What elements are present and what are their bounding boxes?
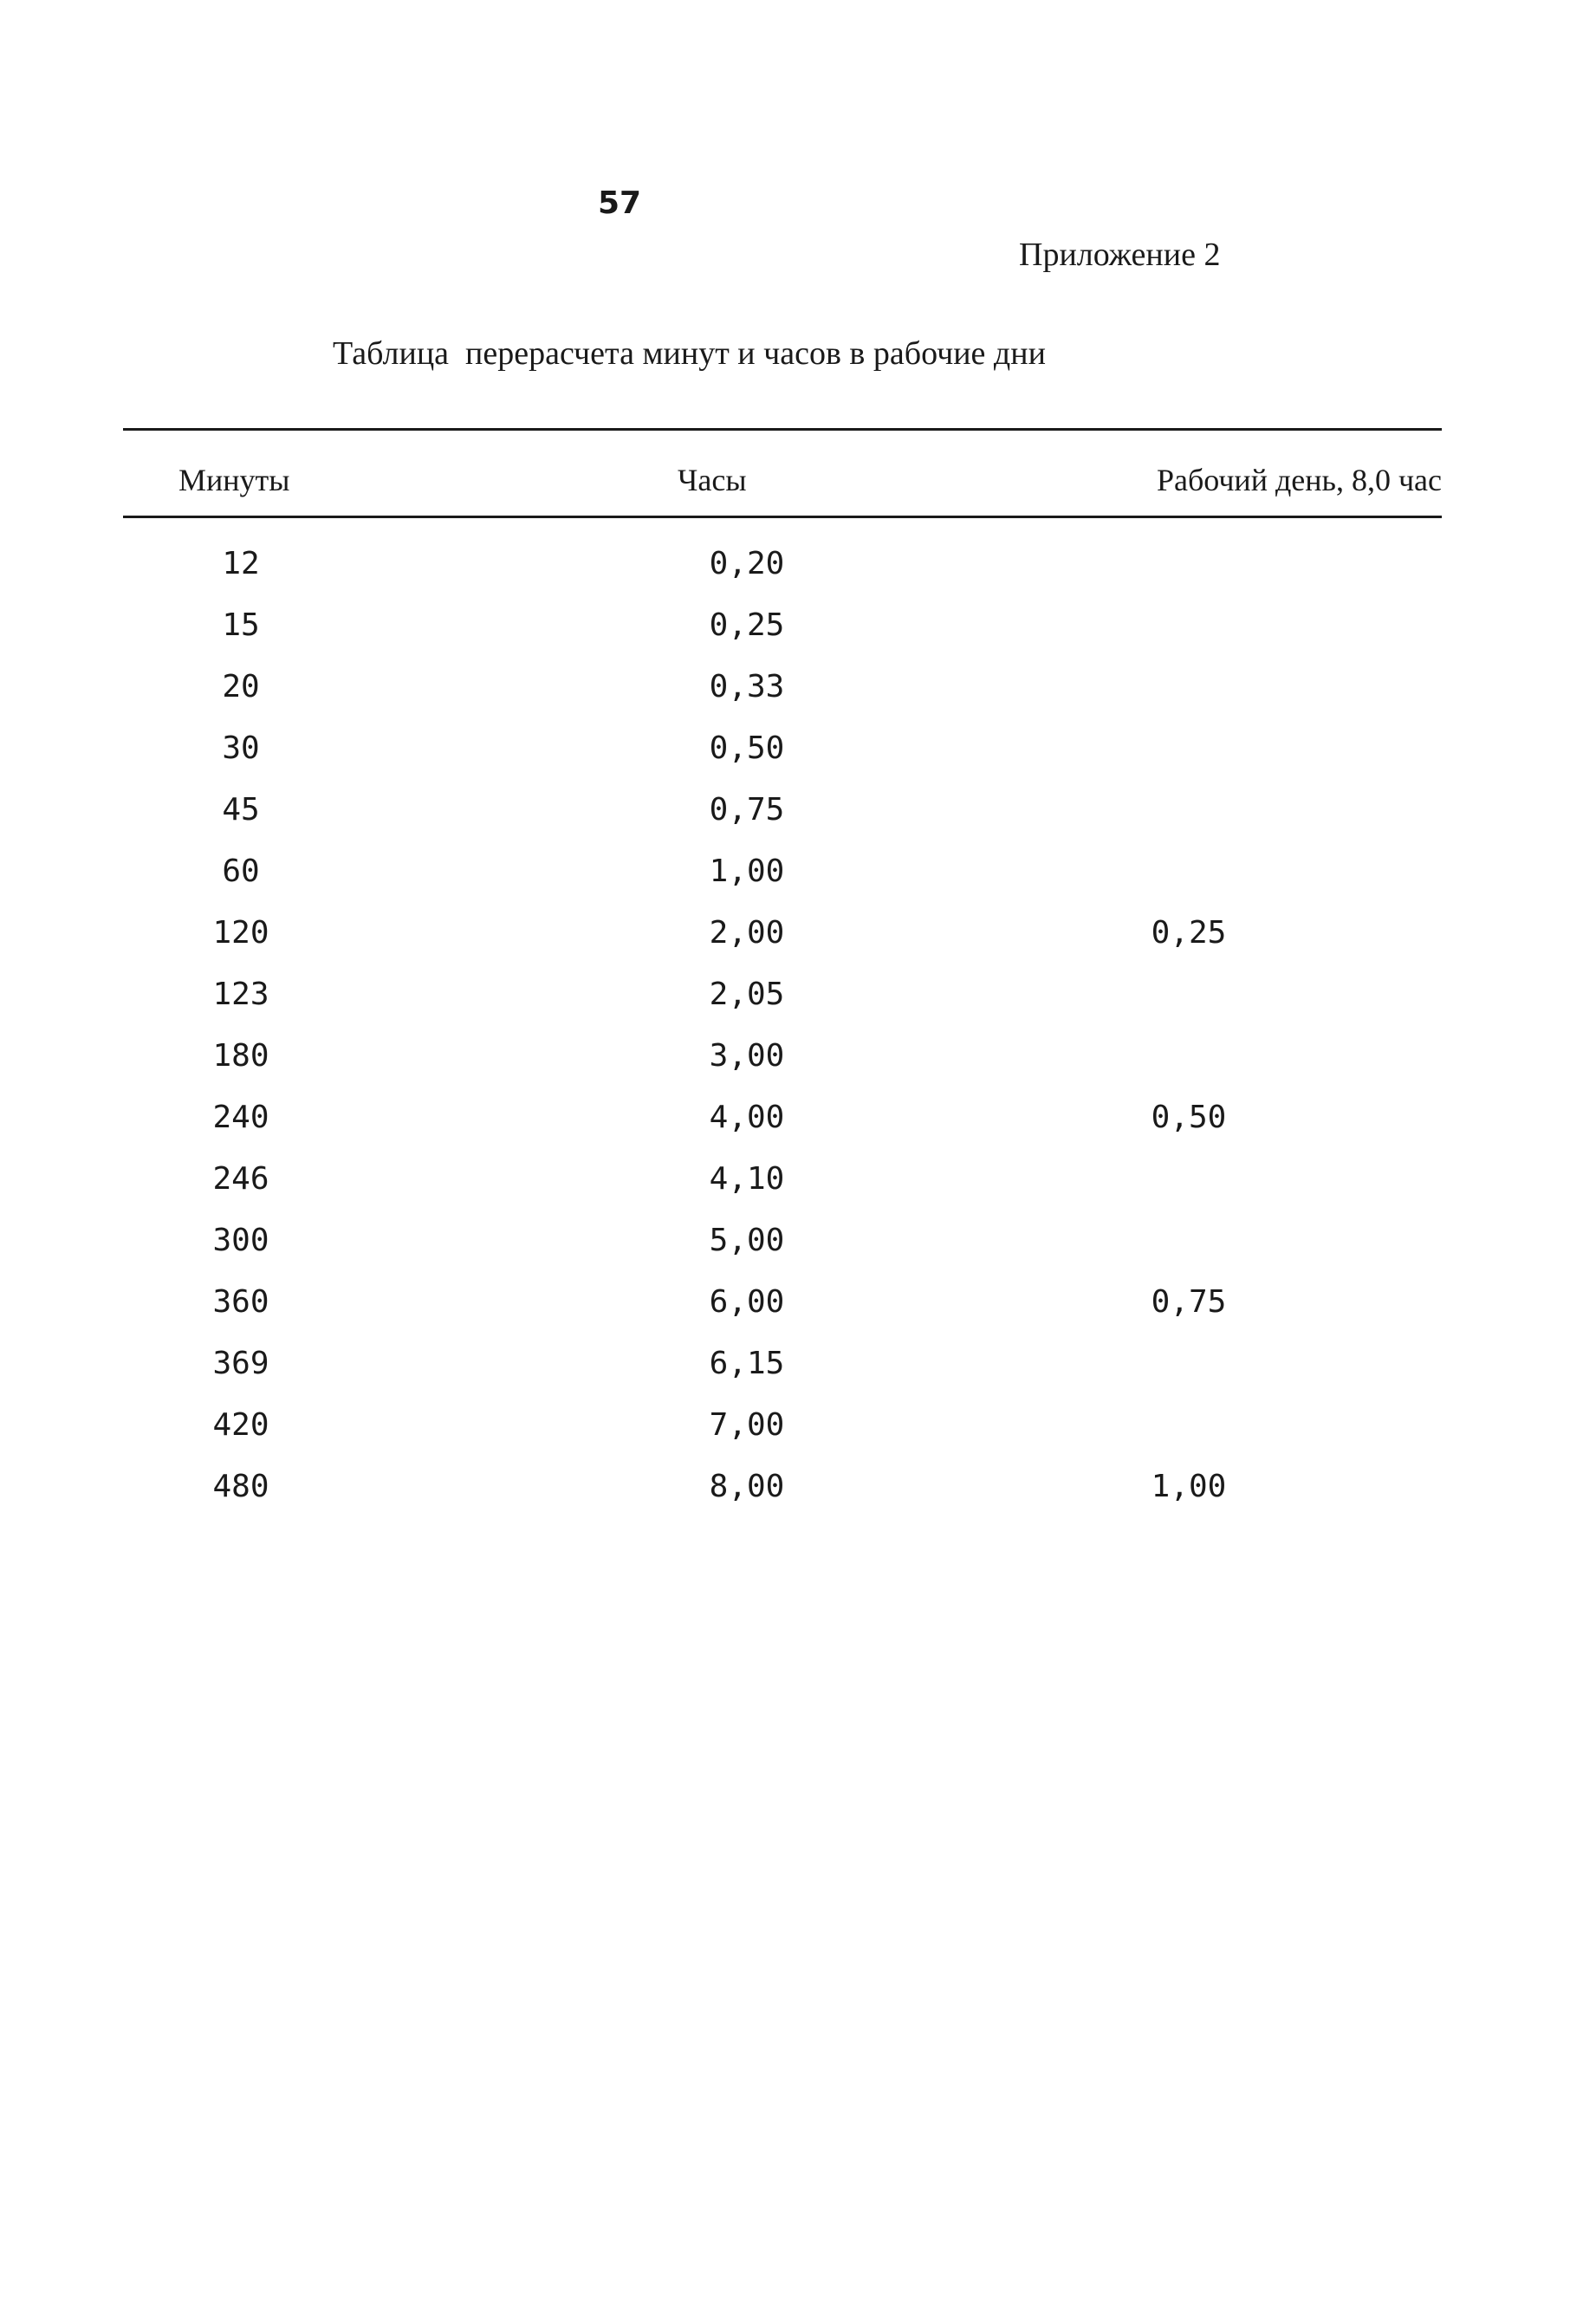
table-header-row bbox=[123, 431, 1442, 516]
cell-hours: 0,25 bbox=[709, 607, 785, 643]
cell-minutes: 15 bbox=[222, 607, 260, 643]
table-row bbox=[123, 1337, 1442, 1399]
cell-hours: 4,10 bbox=[709, 1161, 785, 1197]
cell-minutes: 20 bbox=[222, 669, 260, 704]
table-row bbox=[123, 968, 1442, 1029]
cell-minutes: 420 bbox=[212, 1407, 269, 1443]
cell-minutes: 120 bbox=[212, 915, 269, 951]
table-row bbox=[123, 906, 1442, 968]
cell-minutes: 45 bbox=[222, 792, 260, 828]
cell-minutes: 300 bbox=[212, 1223, 269, 1258]
table-title: Таблица перерасчета минут и часов в рабочие дни bbox=[333, 335, 1046, 372]
cell-hours: 0,50 bbox=[709, 730, 785, 766]
cell-hours: 7,00 bbox=[709, 1407, 785, 1443]
cell-hours: 2,00 bbox=[709, 915, 785, 951]
cell-minutes: 123 bbox=[212, 977, 269, 1012]
cell-minutes: 30 bbox=[222, 730, 260, 766]
table-row bbox=[123, 1399, 1442, 1460]
cell-minutes: 180 bbox=[212, 1038, 269, 1074]
cell-workday: 0,25 bbox=[1151, 915, 1227, 951]
header-workday: Рабочий день, 8,0 час bbox=[1156, 463, 1442, 497]
cell-hours: 6,00 bbox=[709, 1284, 785, 1320]
table-row bbox=[123, 1029, 1442, 1091]
table-row bbox=[123, 1460, 1442, 1522]
cell-minutes: 12 bbox=[222, 546, 260, 581]
cell-hours: 0,33 bbox=[709, 669, 785, 704]
table-row bbox=[123, 599, 1442, 660]
table-row bbox=[123, 1152, 1442, 1214]
cell-minutes: 246 bbox=[212, 1161, 269, 1197]
table-row bbox=[123, 537, 1442, 599]
table-row bbox=[123, 1214, 1442, 1276]
appendix-label: Приложение 2 bbox=[1019, 237, 1221, 273]
cell-hours: 2,05 bbox=[709, 977, 785, 1012]
cell-minutes: 480 bbox=[212, 1469, 269, 1504]
header-hours: Часы bbox=[678, 463, 747, 497]
cell-minutes: 369 bbox=[212, 1346, 269, 1381]
header-minutes: Минуты bbox=[178, 463, 290, 497]
cell-hours: 0,20 bbox=[709, 546, 785, 581]
table-row bbox=[123, 660, 1442, 722]
cell-workday: 0,75 bbox=[1151, 1284, 1227, 1320]
table-row bbox=[123, 1276, 1442, 1337]
table-row bbox=[123, 1091, 1442, 1152]
cell-workday: 1,00 bbox=[1151, 1469, 1227, 1504]
page-number: 57 bbox=[598, 185, 642, 221]
cell-minutes: 60 bbox=[222, 854, 260, 889]
cell-minutes: 240 bbox=[212, 1100, 269, 1135]
cell-hours: 8,00 bbox=[709, 1469, 785, 1504]
conversion-table bbox=[123, 428, 1442, 1522]
cell-hours: 6,15 bbox=[709, 1346, 785, 1381]
table-row bbox=[123, 722, 1442, 783]
table-row bbox=[123, 845, 1442, 906]
cell-hours: 5,00 bbox=[709, 1223, 785, 1258]
cell-hours: 1,00 bbox=[709, 854, 785, 889]
table-row bbox=[123, 783, 1442, 845]
cell-hours: 4,00 bbox=[709, 1100, 785, 1135]
cell-hours: 0,75 bbox=[709, 792, 785, 828]
cell-hours: 3,00 bbox=[709, 1038, 785, 1074]
cell-minutes: 360 bbox=[212, 1284, 269, 1320]
table-body bbox=[123, 518, 1442, 1522]
cell-workday: 0,50 bbox=[1151, 1100, 1227, 1135]
